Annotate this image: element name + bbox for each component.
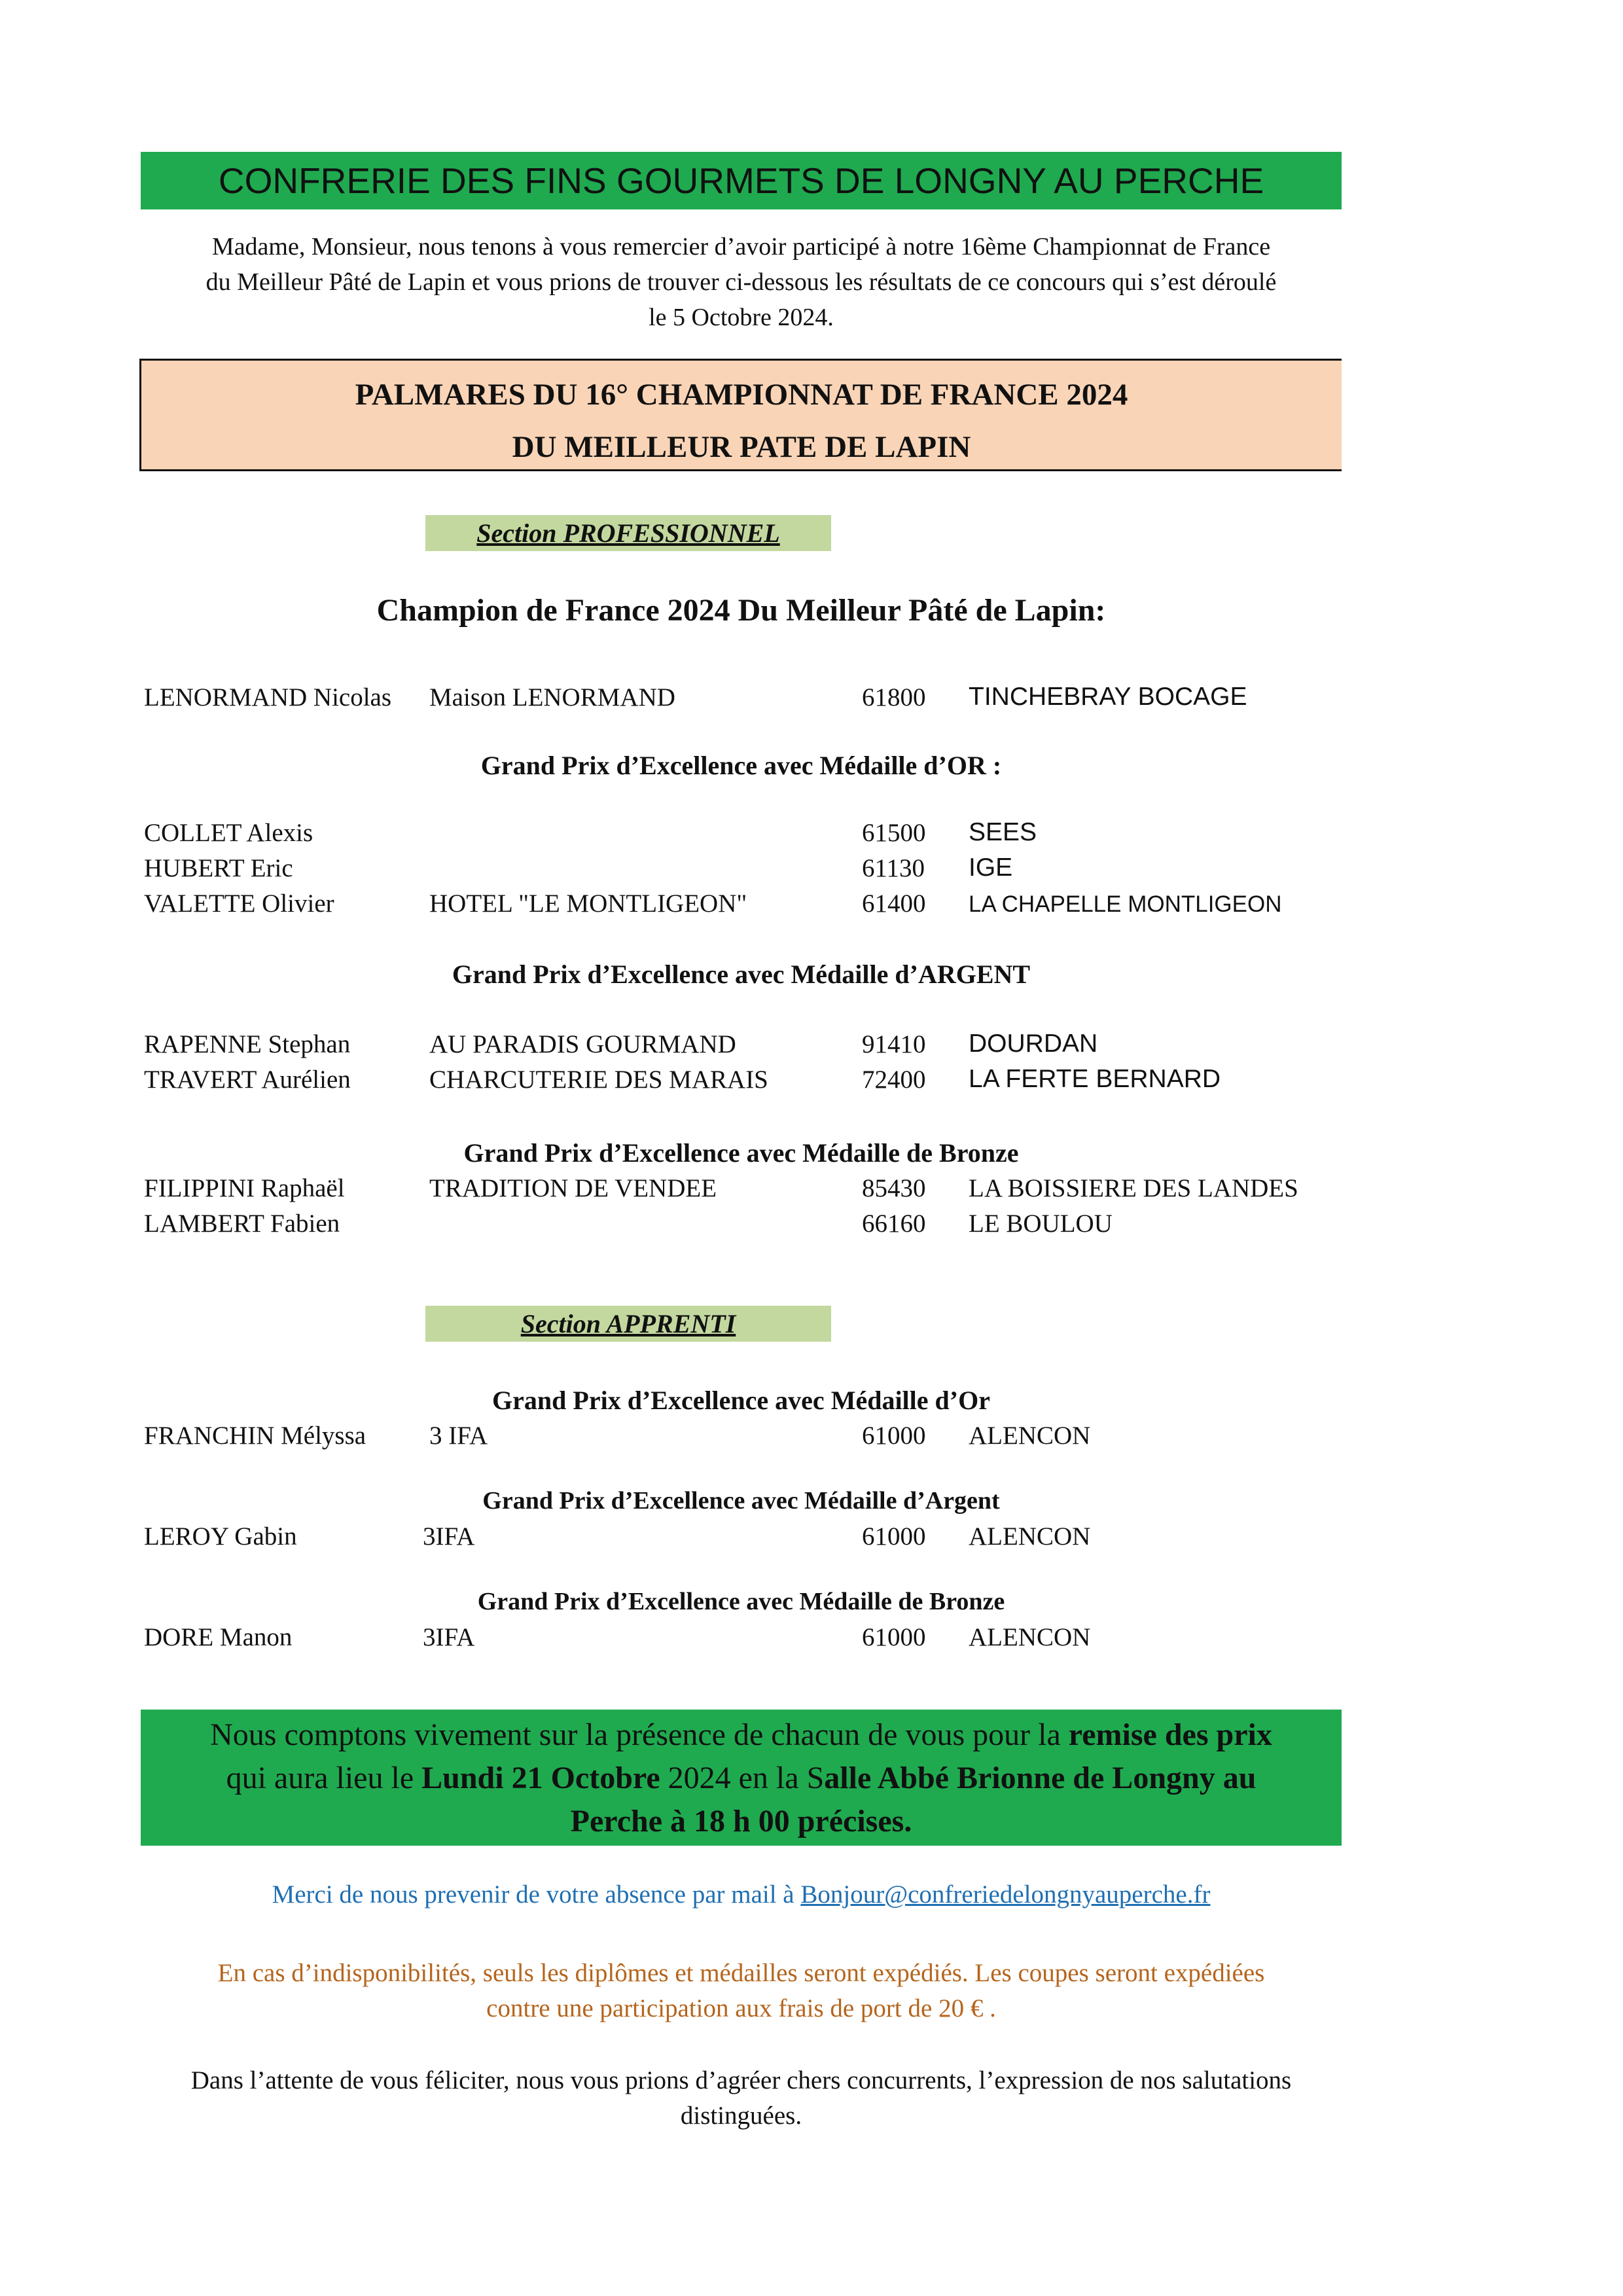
competitor-name: FRANCHIN Mélyssa [144,1422,366,1450]
closing-salutation [141,2063,1342,2134]
table-row [0,1522,1623,1557]
competitor-name: TRAVERT Aurélien [144,1066,351,1094]
competitor-postcode: 85430 [862,1174,926,1202]
competitor-name: FILIPPINI Raphaël [144,1174,345,1202]
competitor-name: LAMBERT Fabien [144,1210,340,1238]
competitor-postcode: 61400 [862,889,926,918]
notice-text: Merci de nous prevenir de votre absence par mail à [272,1880,801,1909]
title-band [141,152,1342,209]
salutation-line: distinguées. [680,2102,802,2130]
page-title: CONFRERIE DES FINS GOURMETS DE LONGNY AU PERCHE [218,160,1264,201]
ceremony-line [141,1800,1342,1843]
competitor-name: HUBERT Eric [144,854,293,882]
or-heading: Grand Prix d’Excellence avec Médaille d’OR : [480,751,1002,780]
competitor-city: ALENCON [969,1623,1091,1651]
competitor-postcode: 61000 [862,1522,926,1551]
table-row [0,889,1623,924]
competitor-city: DOURDAN [969,1030,1098,1058]
ceremony-text: Nous comptons vivement sur la présence de chacun de vous pour la [210,1717,1069,1752]
section-label: Section APPRENTI [520,1309,736,1338]
competitor-city: SEES [969,818,1037,846]
competitor-name: RAPENNE Stephan [144,1030,351,1058]
ceremony-time: Perche à 18 h 00 précises. [570,1804,912,1839]
competitor-org: Maison LENORMAND [429,683,675,711]
competitor-city: LA FERTE BERNARD [969,1065,1221,1093]
ceremony-line [141,1757,1342,1800]
competitor-postcode: 61800 [862,683,926,711]
shipping-notice [141,1956,1342,2026]
ceremony-text: 2024 en la S [660,1761,825,1795]
competitor-name: DORE Manon [144,1623,293,1651]
table-row [0,1065,1623,1100]
competitor-name: LEROY Gabin [144,1522,297,1551]
argent-heading: Grand Prix d’Excellence avec Médaille d’ARGENT [452,960,1031,989]
competitor-city: LA CHAPELLE MONTLIGEON [969,891,1282,917]
competitor-postcode: 61500 [862,819,926,847]
competitor-city: LE BOULOU [969,1210,1113,1238]
competitor-city: LA BOISSIERE DES LANDES [969,1174,1298,1202]
palmares-title-line1: PALMARES DU 16° CHAMPIONNAT DE FRANCE 2024 [355,378,1128,412]
ceremony-text: qui aura lieu le [226,1761,422,1795]
intro-line: le 5 Octobre 2024. [649,304,834,331]
champion-heading: Champion de France 2024 Du Meilleur Pâté de Lapin: [376,593,1106,628]
competitor-name: VALETTE Olivier [144,889,334,918]
competitor-city: ALENCON [969,1422,1091,1450]
salutation-line: Dans l’attente de vous féliciter, nous vous prions d’agréer chers concurrents, l’expression de nos salutations [190,2066,1292,2094]
table-row [0,1209,1623,1244]
competitor-org: 3IFA [423,1522,475,1551]
table-row [0,1174,1623,1209]
competitor-org: 3IFA [423,1623,475,1651]
section-label: Section PROFESSIONNEL [476,518,780,548]
competitor-postcode: 66160 [862,1210,926,1238]
competitor-postcode: 61000 [862,1623,926,1651]
competitor-org: HOTEL "LE MONTLIGEON" [429,889,747,918]
competitor-org: CHARCUTERIE DES MARAIS [429,1066,768,1094]
table-row [0,683,1623,718]
competitor-postcode: 72400 [862,1066,926,1094]
competitor-postcode: 91410 [862,1030,926,1058]
table-row [0,818,1623,853]
award-ceremony-band [141,1710,1342,1846]
shipping-line: En cas d’indisponibilités, seuls les diplômes et médailles seront expédiés. Les coupes seront expédiées [217,1959,1265,1987]
bronze-heading: Grand Prix d’Excellence avec Médaille de Bronze [463,1138,1019,1168]
palmares-box [139,359,1342,471]
ceremony-line [141,1713,1342,1757]
table-row [0,853,1623,889]
ceremony-venue: alle Abbé Brionne de Longny au [824,1761,1257,1795]
ceremony-date: Lundi 21 Octobre [421,1761,660,1795]
competitor-city: IGE [969,853,1013,882]
competitor-postcode: 61000 [862,1422,926,1450]
palmares-title-line2: DU MEILLEUR PATE DE LAPIN [512,430,971,464]
competitor-org: 3 IFA [429,1422,488,1450]
competitor-org: TRADITION DE VENDEE [429,1174,717,1202]
apprenti-argent-heading: Grand Prix d’Excellence avec Médaille d’Argent [482,1487,1000,1515]
ceremony-text-bold: remise des prix [1068,1717,1272,1752]
section-professionnel-tag [425,515,831,551]
email-link[interactable]: Bonjour@confreriedelongnyauperche.fr [800,1880,1211,1909]
table-row [0,1421,1623,1456]
apprenti-bronze-heading: Grand Prix d’Excellence avec Médaille de Bronze [477,1588,1005,1615]
section-apprenti-tag [425,1306,831,1342]
intro-line: Madame, Monsieur, nous tenons à vous remercier d’avoir participé à notre 16ème Championnat de France [211,233,1271,260]
competitor-postcode: 61130 [862,854,925,882]
competitor-org: AU PARADIS GOURMAND [429,1030,736,1058]
absence-notice [141,1880,1342,1909]
competitor-name: COLLET Alexis [144,819,313,847]
table-row [0,1030,1623,1065]
competitor-name: LENORMAND Nicolas [144,683,392,711]
table-row [0,1623,1623,1658]
apprenti-or-heading: Grand Prix d’Excellence avec Médaille d’Or [492,1386,990,1415]
competitor-city: TINCHEBRAY BOCAGE [969,683,1247,711]
intro-paragraph [141,229,1342,335]
shipping-line: contre une participation aux frais de port de 20 € . [486,1994,996,2022]
competitor-city: ALENCON [969,1522,1091,1551]
intro-line: du Meilleur Pâté de Lapin et vous prions de trouver ci-dessous les résultats de ce concours qui s’est déroulé [205,268,1277,296]
